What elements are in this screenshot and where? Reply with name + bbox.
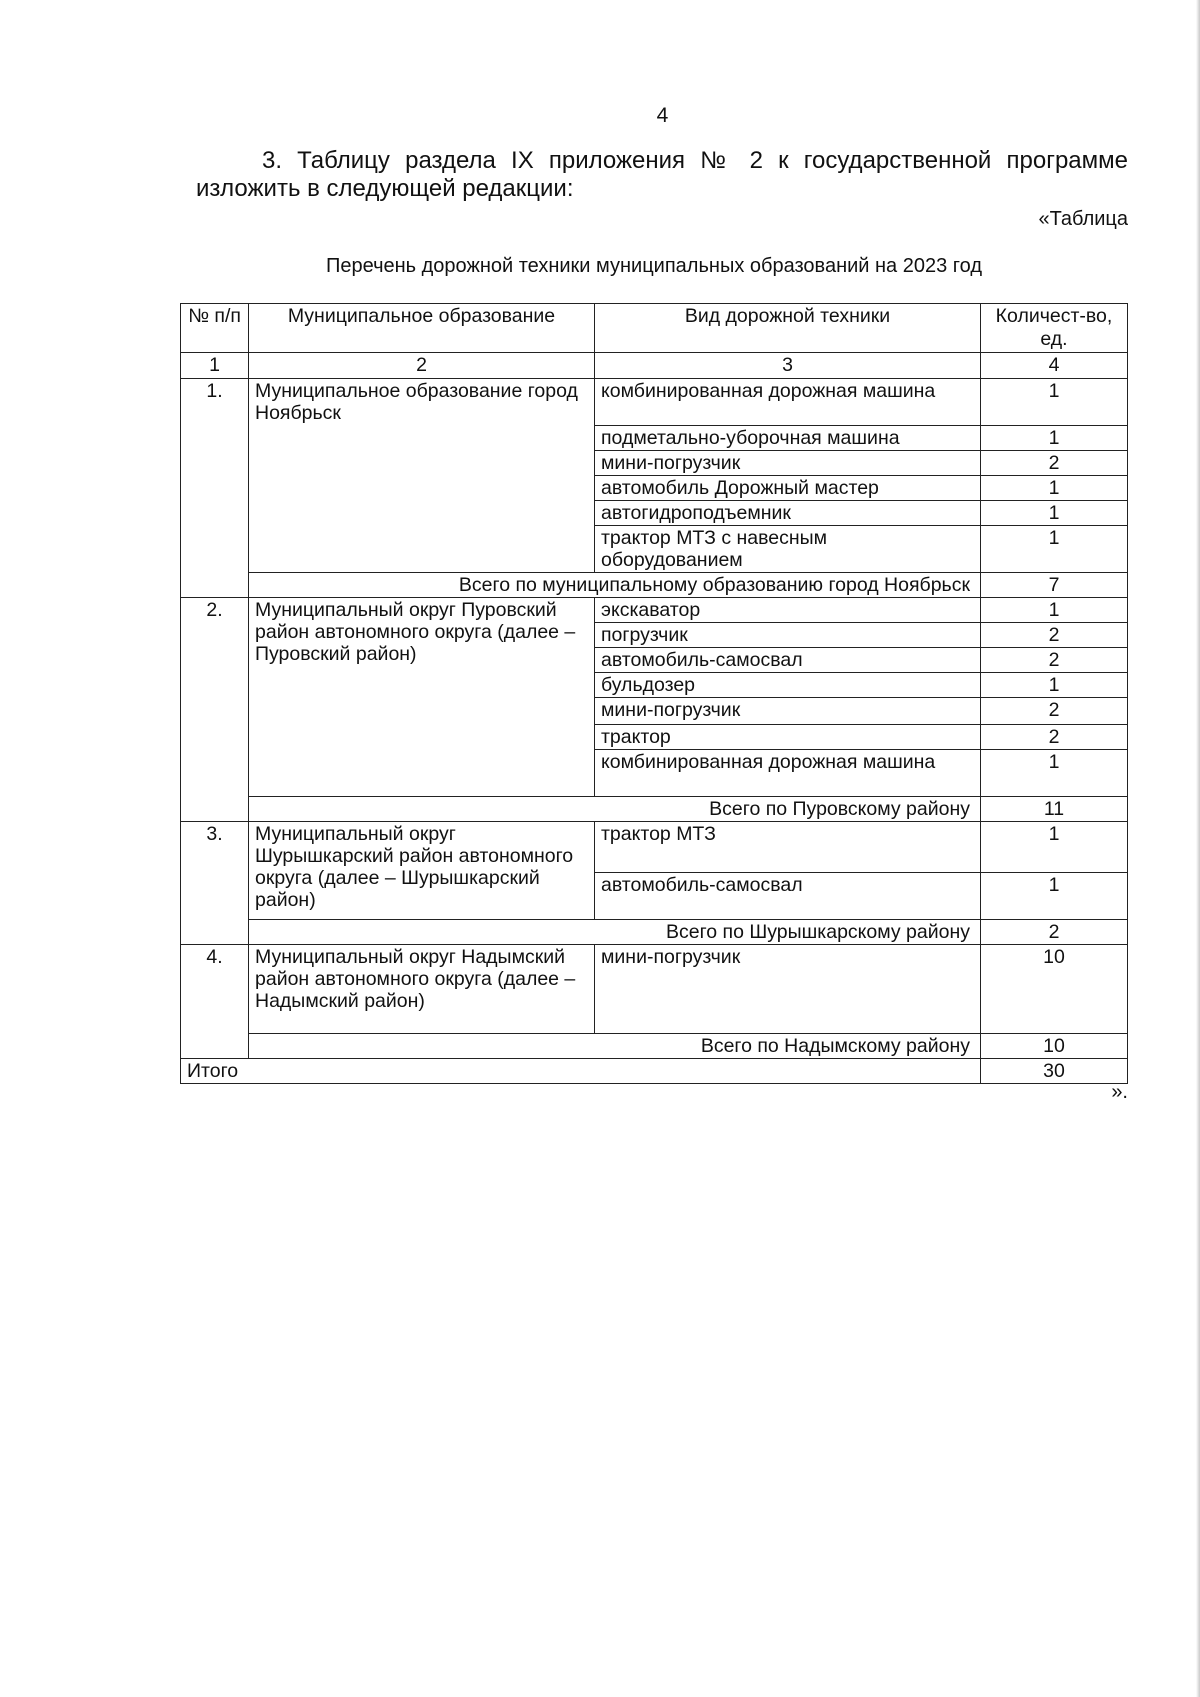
subtotal-label: Всего по Надымскому району xyxy=(249,1034,981,1059)
subtotal-label: Всего по Шурышкарскому району xyxy=(249,920,981,945)
header-row xyxy=(181,304,1128,353)
subtotal-label: Всего по муниципальному образованию город Ноябрьск xyxy=(249,573,981,598)
equipment-quantity: 2 xyxy=(981,698,1128,725)
equipment-quantity: 1 xyxy=(981,526,1128,573)
equipment-type: автомобиль-самосвал xyxy=(595,648,981,673)
header-numbers-row xyxy=(181,353,1128,379)
page-edge-shadow xyxy=(1196,0,1200,1697)
equipment-type: трактор МТЗ xyxy=(595,822,981,873)
equipment-type: автогидроподъемник xyxy=(595,501,981,526)
subtotal-row xyxy=(181,1034,1128,1059)
page-number: 4 xyxy=(656,104,669,127)
subtotal-row xyxy=(181,920,1128,945)
equipment-type: экскаватор xyxy=(595,598,981,623)
header-number-2: 2 xyxy=(249,353,595,379)
equipment-type: подметально-уборочная машина xyxy=(595,426,981,451)
header-num: № п/п xyxy=(181,304,249,353)
equipment-quantity: 1 xyxy=(981,673,1128,698)
equipment-type: бульдозер xyxy=(595,673,981,698)
table-head xyxy=(181,304,1128,379)
equipment-type: комбинированная дорожная машина xyxy=(595,379,981,426)
table-row xyxy=(181,945,1128,1034)
equipment-quantity: 1 xyxy=(981,750,1128,797)
equipment-quantity: 1 xyxy=(981,476,1128,501)
equipment-type: комбинированная дорожная машина xyxy=(595,750,981,797)
municipality-name: Муниципальное образование город Ноябрьск xyxy=(249,379,595,573)
equipment-quantity: 2 xyxy=(981,725,1128,750)
header-municipality: Муниципальное образование xyxy=(249,304,595,353)
intro-paragraph xyxy=(196,147,1128,203)
equipment-quantity: 2 xyxy=(981,451,1128,476)
equipment-quantity: 1 xyxy=(981,598,1128,623)
intro-paragraph-text: 3. Таблицу раздела IX приложения № 2 к государственной программе изложить в следующей редакции: xyxy=(196,147,1128,202)
closing-quote: ». xyxy=(1111,1081,1128,1103)
table-caption: Перечень дорожной техники муниципальных образований на 2023 год xyxy=(325,255,982,277)
equipment-type: автомобиль Дорожный мастер xyxy=(595,476,981,501)
table-body xyxy=(181,379,1128,1084)
header-number-1: 1 xyxy=(181,353,249,379)
group-number: 3. xyxy=(181,822,249,945)
header-quantity: Количест-во, ед. xyxy=(981,304,1128,353)
equipment-type: мини-погрузчик xyxy=(595,945,981,1034)
group-number: 1. xyxy=(181,379,249,598)
equipment-type: трактор МТЗ с навесным оборудованием xyxy=(595,526,981,573)
equipment-type: погрузчик xyxy=(595,623,981,648)
equipment-quantity: 10 xyxy=(981,945,1128,1034)
subtotal-value: 2 xyxy=(981,920,1128,945)
equipment-type: мини-погрузчик xyxy=(595,698,981,725)
municipality-name: Муниципальный округ Надымский район автономного округа (далее – Надымский район) xyxy=(249,945,595,1034)
header-number-3: 3 xyxy=(595,353,981,379)
municipality-name: Муниципальный округ Шурышкарский район автономного округа (далее – Шурышкарский район) xyxy=(249,822,595,920)
equipment-quantity: 1 xyxy=(981,426,1128,451)
equipment-type: трактор xyxy=(595,725,981,750)
table-row xyxy=(181,598,1128,623)
group-number: 2. xyxy=(181,598,249,822)
header-equipment: Вид дорожной техники xyxy=(595,304,981,353)
equipment-quantity: 1 xyxy=(981,822,1128,873)
equipment-type: мини-погрузчик xyxy=(595,451,981,476)
table-row xyxy=(181,822,1128,873)
equipment-quantity: 1 xyxy=(981,379,1128,426)
grand-total-label: Итого xyxy=(181,1059,981,1084)
grand-total-value: 30 xyxy=(981,1059,1128,1084)
subtotal-value: 10 xyxy=(981,1034,1128,1059)
municipality-name: Муниципальный округ Пуровский район автономного округа (далее – Пуровский район) xyxy=(249,598,595,797)
header-number-4: 4 xyxy=(981,353,1128,379)
subtotal-value: 7 xyxy=(981,573,1128,598)
equipment-type: автомобиль-самосвал xyxy=(595,873,981,920)
equipment-quantity: 1 xyxy=(981,501,1128,526)
table-row xyxy=(181,379,1128,426)
subtotal-value: 11 xyxy=(981,797,1128,822)
equipment-table xyxy=(180,303,1128,1084)
equipment-quantity: 2 xyxy=(981,648,1128,673)
subtotal-row xyxy=(181,797,1128,822)
table-label: «Таблица xyxy=(1038,208,1128,230)
grand-total-row xyxy=(181,1059,1128,1084)
subtotal-label: Всего по Пуровскому району xyxy=(249,797,981,822)
equipment-quantity: 2 xyxy=(981,623,1128,648)
equipment-quantity: 1 xyxy=(981,873,1128,920)
subtotal-row xyxy=(181,573,1128,598)
group-number: 4. xyxy=(181,945,249,1059)
